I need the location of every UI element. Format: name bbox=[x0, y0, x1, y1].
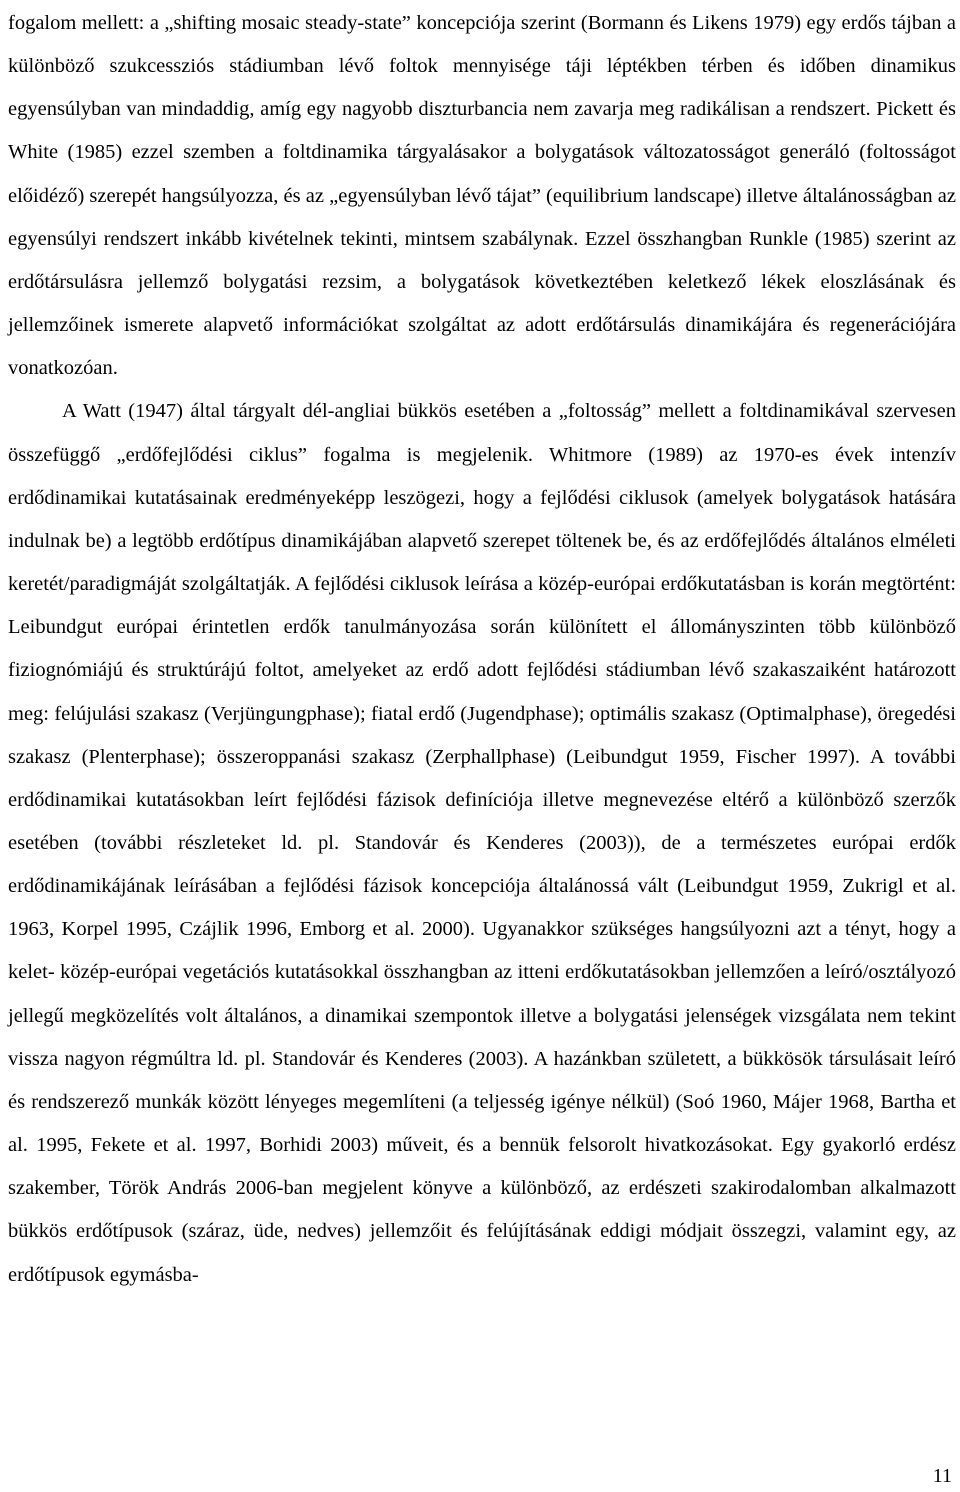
body-text bbox=[8, 2, 956, 1297]
paragraph-1: fogalom mellett: a „shifting mosaic steady-state” koncepciója szerint (Bormann és Likens 1979) egy erdős tájban a különböző szukcessziós stádiumban lévő foltok mennyisége táji léptékben térben és időben dinamikus egyensúlyban van mindaddig, amíg egy nagyobb diszturbancia nem zavarja meg radikálisan a rendszert. Pickett és White (1985) ezzel szemben a foltdinamika tárgyalásakor a bolygatások változatosságot generáló (foltosságot előidéző) szerepét hangsúlyozza, és az „egyensúlyban lévő tájat” (equilibrium landscape) illetve általánosságban az egyensúlyi rendszert inkább kivételnek tekinti, mintsem szabálynak. Ezzel összhangban Runkle (1985) szerint az erdőtársulásra jellemző bolygatási rezsim, a bolygatások következtében keletkező lékek eloszlásának és jellemzőinek ismerete alapvető információkat szolgáltat az adott erdőtársulás dinamikájára és regenerációjára vonatkozóan. bbox=[8, 12, 956, 380]
paragraph-2: A Watt (1947) által tárgyalt dél-angliai bükkös esetében a „foltosság” mellett a foltdinamikával szervesen összefüggő „erdőfejlődési ciklus” fogalma is megjelenik. Whitmore (1989) az 1970-es évek intenzív erdődinamikai kutatásainak eredményeképp leszögezi, hogy a fejlődési ciklusok (amelyek bolygatások hatására indulnak be) a legtöbb erdőtípus dinamikájában alapvető szerepet töltenek be, és az erdőfejlődés általános elméleti keretét/paradigmáját szolgáltatják. A fejlődési ciklusok leírása a közép-európai erdőkutatásban is korán megtörtént: Leibundgut európai érintetlen erdők tanulmányozása során különített el állományszinten több különböző fiziognómiájú és struktúrájú foltot, amelyeket az erdő adott fejlődési stádiumban lévő szakaszaiként határozott meg: felújulási szakasz (Verjüngungphase); fiatal erdő (Jugendphase); optimális szakasz (Optimalphase), öregedési szakasz (Plenterphase); összeroppanási szakasz (Zerphallphase) (Leibundgut 1959, Fischer 1997). A további erdődinamikai kutatásokban leírt fejlődési fázisok definíciója illetve megnevezése eltérő a különböző szerzők esetében (további részleteket ld. pl. Standovár és Kenderes (2003)), de a természetes európai erdők erdődinamikájának leírásában a fejlődési fázisok koncepciója általánossá vált (Leibundgut 1959, Zukrigl et al. 1963, Korpel 1995, Czájlik 1996, Emborg et al. 2000). Ugyanakkor szükséges hangsúlyozni azt a tényt, hogy a kelet- közép-európai vegetációs kutatásokkal összhangban az itteni erdőkutatásokban jellemzően a leíró/osztályozó jellegű megközelítés volt általános, a dinamikai szempontok illetve a bolygatási jelenségek vizsgálata nem tekint vissza nagyon régmúltra ld. pl. Standovár és Kenderes (2003). A hazánkban született, a bükkösök társulásait leíró és rendszerező munkák között lényeges megemlíteni (a teljesség igénye nélkül) (Soó 1960, Májer 1968, Bartha et al. 1995, Fekete et al. 1997, Borhidi 2003) műveit, és a bennük felsorolt hivatkozásokat. Egy gyakorló erdész szakember, Török András 2006-ban megjelent könyve a különböző, az erdészeti szakirodalomban alkalmazott bükkös erdőtípusok (száraz, üde, nedves) jellemzőit és felújításának eddigi módjait összegzi, valamint egy, az erdőtípusok egymásba- bbox=[8, 400, 956, 1286]
page-number: 11 bbox=[932, 1465, 952, 1487]
